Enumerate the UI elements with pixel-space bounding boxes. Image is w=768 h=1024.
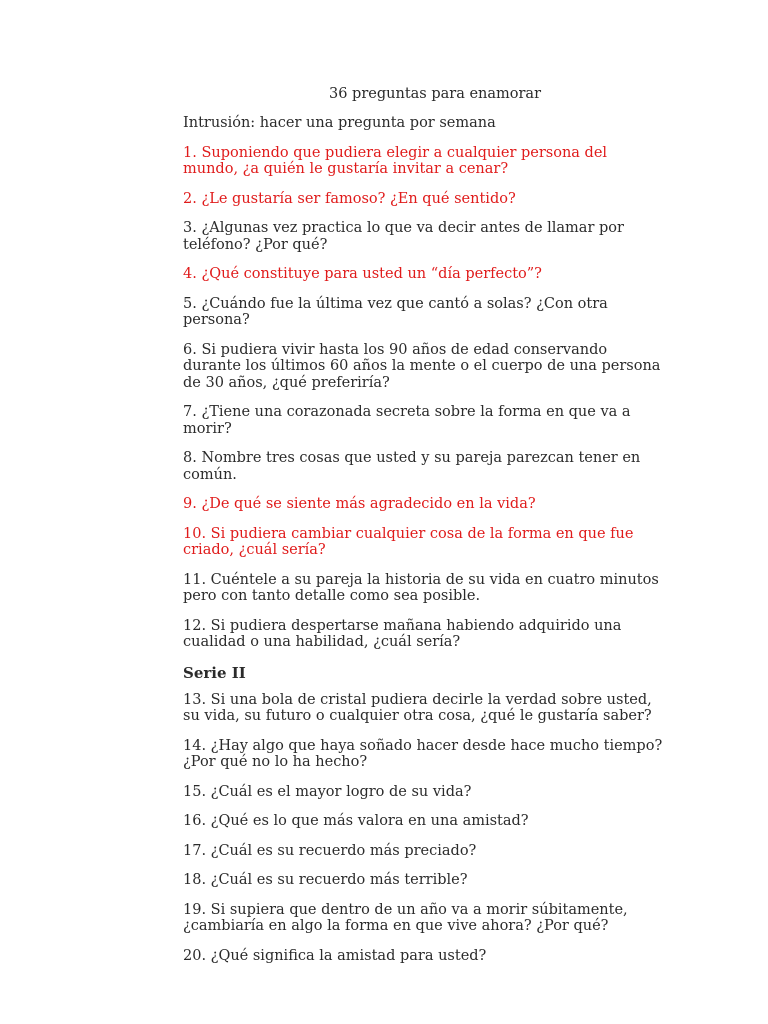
- question-item: 20. ¿Qué significa la amistad para usted?: [183, 947, 487, 964]
- question-item: 11. Cuéntele a su pareja la historia de su vida en cuatro minutos pero con tanto detalle como sea posible.: [183, 571, 659, 604]
- intro-line: Intrusión: hacer una pregunta por semana: [183, 115, 496, 131]
- question-item: 6. Si pudiera vivir hasta los 90 años de edad conservando durante los últimos 60 años la mente o el cuerpo de una persona de 30 años, ¿qué preferiría?: [183, 341, 661, 391]
- question-list-part2: [183, 692, 663, 965]
- question-item: 7. ¿Tiene una corazonada secreta sobre la forma en que va a morir?: [183, 404, 631, 437]
- question-list-part1: [183, 145, 663, 651]
- question-item: 5. ¿Cuándo fue la última vez que cantó a solas? ¿Con otra persona?: [183, 295, 608, 328]
- question-item: 18. ¿Cuál es su recuerdo más terrible?: [183, 872, 468, 888]
- question-item: 8. Nombre tres cosas que usted y su pareja parezcan tener en común.: [183, 450, 641, 483]
- question-item: 1. Suponiendo que pudiera elegir a cualquier persona del mundo, ¿a quién le gustaría invitar a cenar?: [183, 144, 608, 177]
- question-item: 4. ¿Qué constituye para usted un “día perfecto”?: [183, 266, 542, 282]
- document-title: 36 preguntas para enamorar: [329, 86, 541, 102]
- question-item: 16. ¿Qué es lo que más valora en una amistad?: [183, 813, 529, 829]
- question-item: 10. Si pudiera cambiar cualquier cosa de la forma en que fue criado, ¿cuál sería?: [183, 525, 634, 558]
- question-item: 3. ¿Algunas vez practica lo que va decir antes de llamar por teléfono? ¿Por qué?: [183, 220, 624, 253]
- question-item: 12. Si pudiera despertarse mañana habiendo adquirido una cualidad o una habilidad, ¿cuál sería?: [183, 617, 622, 650]
- question-item: 13. Si una bola de cristal pudiera decirle la verdad sobre usted, su vida, su futuro o cualquier otra cosa, ¿qué le gustaría saber?: [183, 691, 652, 724]
- question-item: 19. Si supiera que dentro de un año va a morir súbitamente, ¿cambiaría en algo la forma en que vive ahora? ¿Por qué?: [183, 901, 628, 934]
- question-item: 17. ¿Cuál es su recuerdo más preciado?: [183, 842, 477, 859]
- question-item: 2. ¿Le gustaría ser famoso? ¿En qué sentido?: [183, 190, 516, 207]
- question-item: 14. ¿Hay algo que haya soñado hacer desde hace mucho tiempo? ¿Por qué no lo ha hecho?: [183, 737, 663, 770]
- document-page: [183, 84, 663, 977]
- section-heading: Serie II: [183, 663, 246, 682]
- question-item: 15. ¿Cuál es el mayor logro de su vida?: [183, 783, 472, 800]
- question-item: 9. ¿De qué se siente más agradecido en la vida?: [183, 496, 536, 512]
